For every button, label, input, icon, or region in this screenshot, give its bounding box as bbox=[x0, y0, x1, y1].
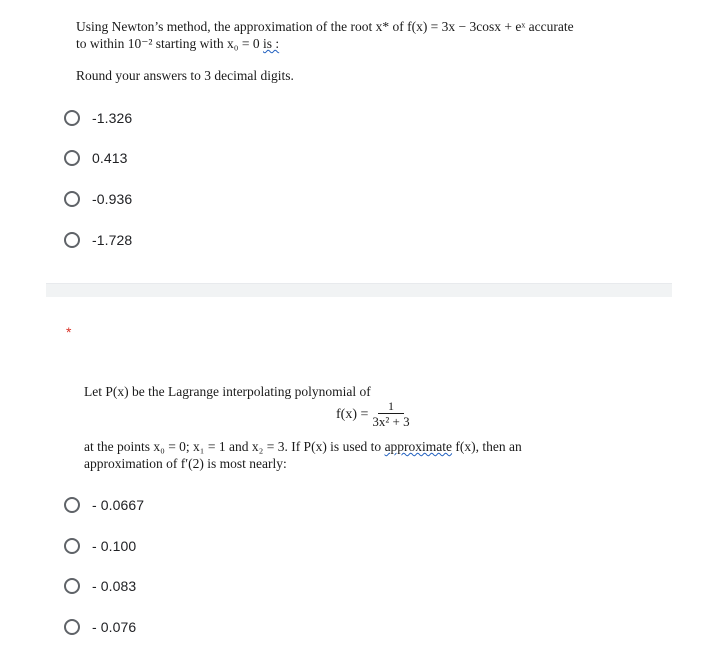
question-2-line-a-prefix: at the points x₀ = 0; x₁ = 1 and x₂ = 3. If P(x) is used to bbox=[84, 439, 385, 454]
option-label: -1.326 bbox=[92, 110, 133, 126]
q2-option-4[interactable] bbox=[64, 616, 136, 638]
fraction bbox=[372, 400, 409, 429]
question-1-instruction: Round your answers to 3 decimal digits. bbox=[76, 68, 294, 83]
option-label: -1.728 bbox=[92, 232, 133, 248]
radio-button[interactable] bbox=[64, 497, 80, 513]
q2-option-2[interactable] bbox=[64, 535, 136, 557]
spellcheck-underline: is : bbox=[263, 36, 280, 51]
question-1-line-2-prefix: to within 10⁻² starting with x₀ = 0 bbox=[76, 36, 263, 51]
q1-option-4[interactable] bbox=[64, 229, 132, 251]
question-2-line-a bbox=[84, 438, 674, 455]
fraction-denominator: 3x² + 3 bbox=[372, 414, 410, 429]
q2-option-3[interactable] bbox=[64, 575, 136, 597]
question-2-intro: Let P(x) be the Lagrange interpolating polynomial of bbox=[84, 384, 371, 399]
function-formula bbox=[336, 400, 410, 429]
option-label: - 0.076 bbox=[92, 619, 137, 635]
q1-option-3[interactable] bbox=[64, 188, 132, 210]
radio-button[interactable] bbox=[64, 110, 80, 126]
q2-option-1[interactable] bbox=[64, 494, 144, 516]
fraction-numerator: 1 bbox=[378, 400, 404, 414]
question-1-line-2 bbox=[76, 35, 676, 52]
section-divider bbox=[46, 283, 672, 297]
question-2-line-b: approximation of f′(2) is most nearly: bbox=[84, 456, 287, 471]
question-2-line-a-suffix: f(x), then an bbox=[452, 439, 522, 454]
radio-button[interactable] bbox=[64, 191, 80, 207]
question-1-text bbox=[76, 18, 676, 52]
radio-button[interactable] bbox=[64, 538, 80, 554]
option-label: 0.413 bbox=[92, 150, 128, 166]
radio-button[interactable] bbox=[64, 578, 80, 594]
spellcheck-underline: approximate bbox=[384, 439, 453, 454]
formula-lhs: f(x) = bbox=[336, 406, 369, 422]
required-asterisk: * bbox=[66, 324, 72, 340]
option-label: - 0.100 bbox=[92, 538, 137, 554]
q1-option-2[interactable] bbox=[64, 147, 128, 169]
option-label: - 0.083 bbox=[92, 578, 137, 594]
radio-button[interactable] bbox=[64, 150, 80, 166]
option-label: - 0.0667 bbox=[92, 497, 145, 513]
radio-button[interactable] bbox=[64, 232, 80, 248]
question-1-line-1: Using Newton’s method, the approximation of the root x* of f(x) = 3x − 3cosx + eˣ accurate bbox=[76, 19, 574, 34]
radio-button[interactable] bbox=[64, 619, 80, 635]
option-label: -0.936 bbox=[92, 191, 133, 207]
q1-option-1[interactable] bbox=[64, 107, 132, 129]
question-2-text bbox=[84, 438, 674, 472]
